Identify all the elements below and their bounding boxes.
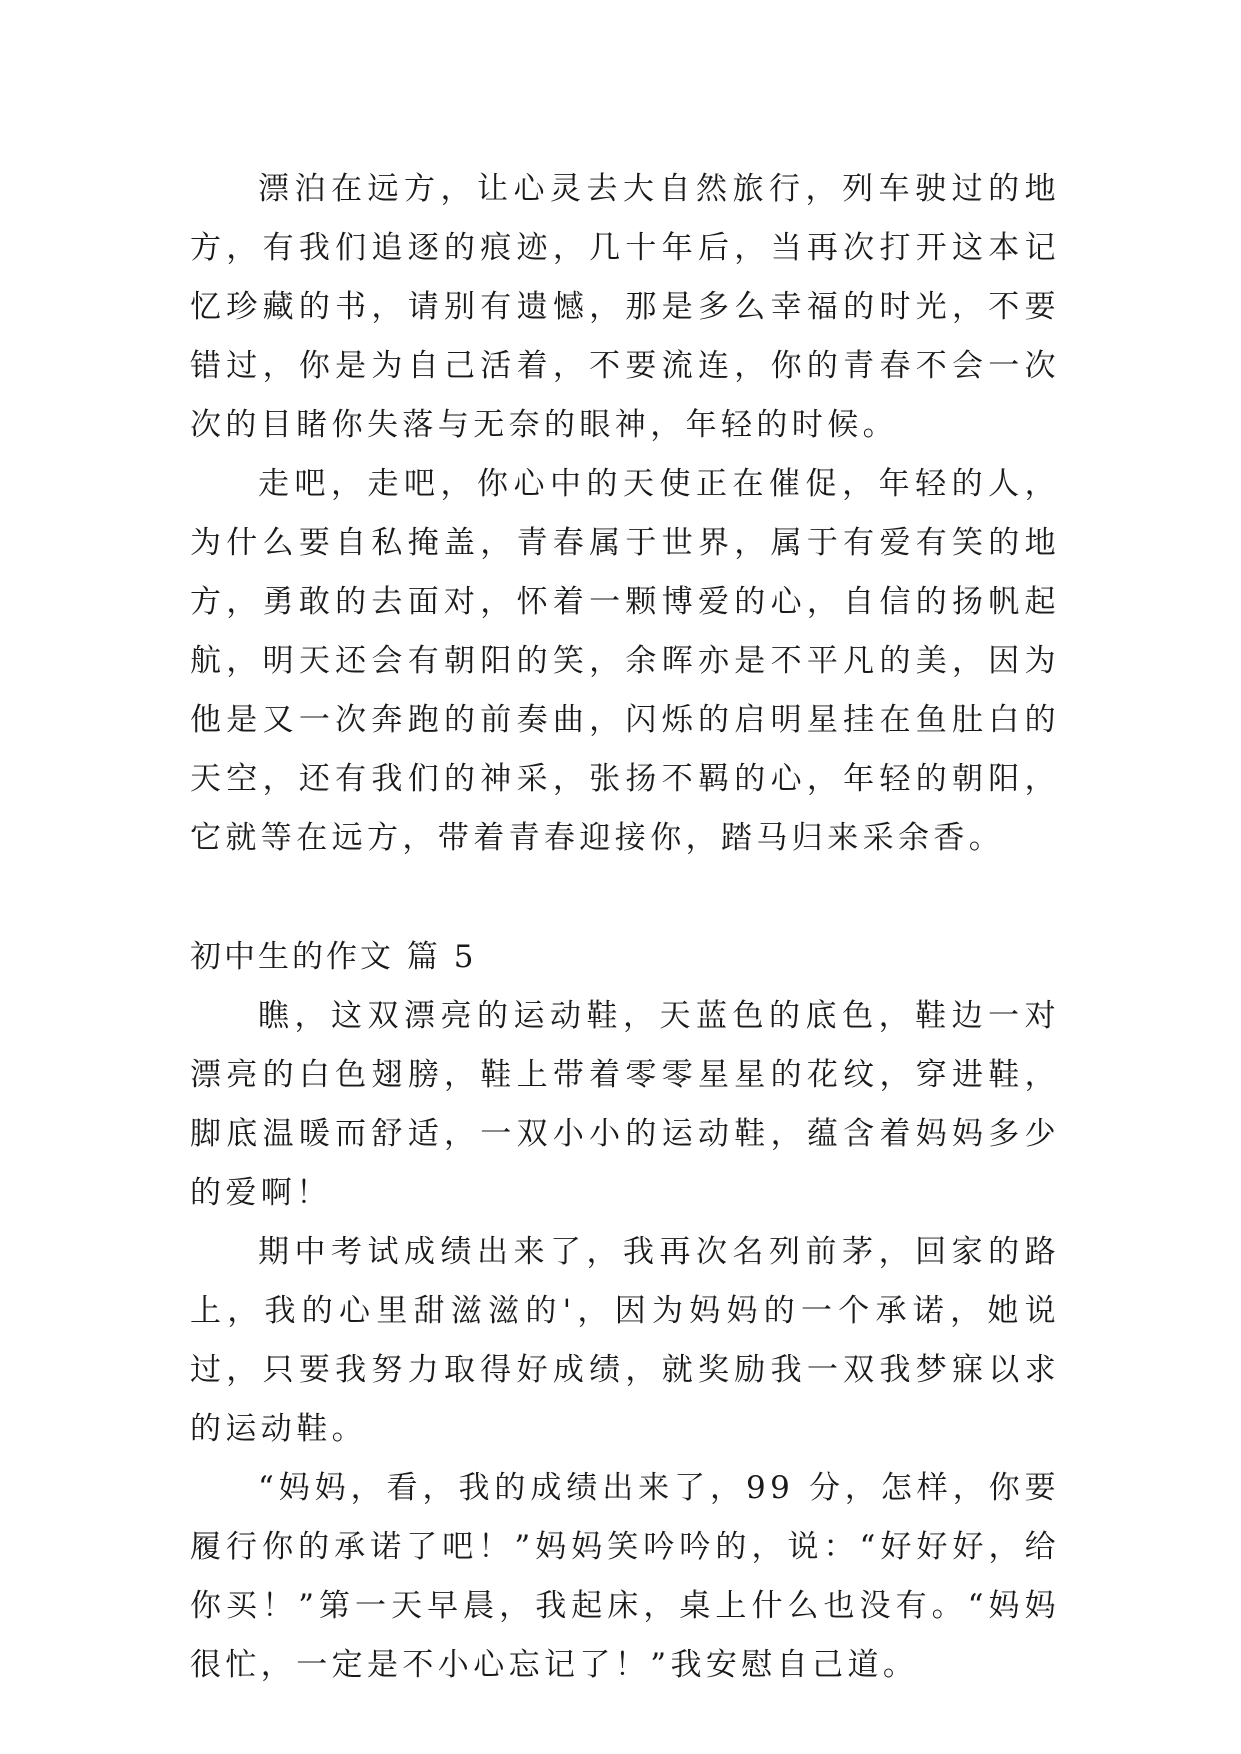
paragraph: 期中考试成绩出来了，我再次名列前茅，回家的路上，我的心里甜滋滋的'，因为妈妈的一个承诺，她说过，只要我努力取得好成绩，就奖励我一双我梦寐以求的运动鞋。	[190, 1234, 1060, 1447]
paragraph: “妈妈，看，我的成绩出来了，99 分，怎样，你要履行你的承诺了吧！”妈妈笑吟吟的，说：“好好好，给你买！”第一天早晨，我起床，桌上什么也没有。“妈妈很忙，一定是不小心忘记了！”我安慰自己道。	[190, 1470, 1060, 1683]
document-body	[190, 160, 1060, 1695]
paragraph: 瞧，这双漂亮的运动鞋，天蓝色的底色，鞋边一对漂亮的白色翅膀，鞋上带着零零星星的花纹，穿进鞋，脚底温暖而舒适，一双小小的运动鞋，蕴含着妈妈多少的爱啊！	[190, 998, 1060, 1211]
paragraph: 走吧，走吧，你心中的天使正在催促，年轻的人，为什么要自私掩盖，青春属于世界，属于有爱有笑的地方，勇敢的去面对，怀着一颗博爱的心，自信的扬帆起航，明天还会有朝阳的笑，余晖亦是不平凡的美，因为他是又一次奔跑的前奏曲，闪烁的启明星挂在鱼肚白的天空，还有我们的神采，张扬不羁的心，年轻的朝阳，它就等在远方，带着青春迎接你，踏马归来采余香。	[190, 466, 1060, 856]
paragraph: 漂泊在远方，让心灵去大自然旅行，列车驶过的地方，有我们追逐的痕迹，几十年后，当再次打开这本记忆珍藏的书，请别有遗憾，那是多么幸福的时光，不要错过，你是为自己活着，不要流连，你的青春不会一次次的目睹你失落与无奈的眼神，年轻的时候。	[190, 171, 1060, 443]
section-title: 初中生的作文 篇 5	[190, 939, 477, 975]
